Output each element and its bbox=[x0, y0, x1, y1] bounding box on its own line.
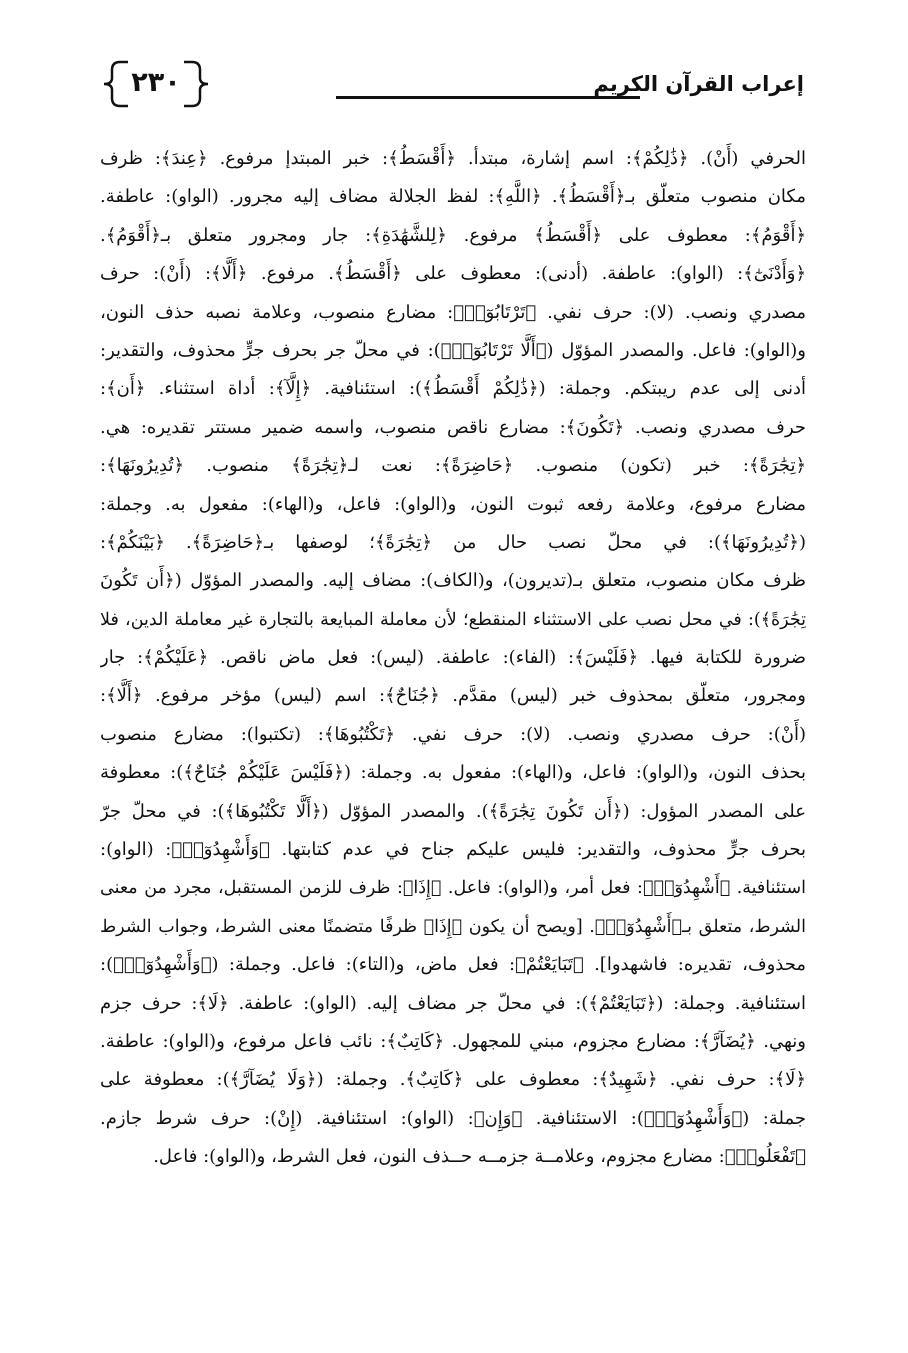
text-line: ظرف مكان منصوب، متعلق بـ(تديرون)، و(الكاف): مضاف إليه. والمصدر المؤوّل (﴿أَن تَكُونَ bbox=[100, 570, 806, 592]
text-line: حرف مصدري ونصب. ﴿تَكُونَ﴾: مضارع ناقص منصوب، واسمه ضمير مستتر تقديره: هي. bbox=[100, 416, 806, 438]
text-line: ضرورة للكتابة فيها. ﴿فَلَيْسَ﴾: (الفاء): عاطفة. (ليس): فعل ماض ناقص. ﴿عَلَيْكُمْ﴾: جار bbox=[100, 647, 806, 669]
text-line: ﴿تَفْعَلُوا۟﴾: مضارع مجزوم، وعلامــة جزمــه حــذف النون، فعل الشرط، و(الواو): فاعل. bbox=[153, 1146, 806, 1168]
text-line: مكان منصوب متعلّق بـ﴿أَقْسَطُ﴾. ﴿اللَّهِ﴾: لفظ الجلالة مضاف إليه مجرور. (الواو): عاطفة. bbox=[100, 186, 806, 208]
text-line: مصدري ونصب. (لا): حرف نفي. ﴿تَرْتَابُوٓا۟﴾: مضارع منصوب، وعلامة نصبه حذف النون، bbox=[100, 301, 806, 323]
text-line: ومجرور، متعلّق بمحذوف خبر (ليس) مقدَّم. ﴿جُنَاحٌ﴾: اسم (ليس) مؤخر مرفوع. ﴿أَلَّا﴾: bbox=[100, 685, 806, 707]
text-line: الحرفي (أَنْ). ﴿ذَٰلِكُمْ﴾: اسم إشارة، مبتدأ. ﴿أَقْسَطُ﴾: خبر المبتدإ مرفوع. ﴿عِندَ﴾: ظرف bbox=[100, 148, 806, 169]
text-line: ونهي. ﴿يُضَآرَّ﴾: مضارع مجزوم، مبني للمجهول. ﴿كَاتِبٌ﴾: نائب فاعل مرفوع، و(الواو): عاطفة. bbox=[100, 1030, 806, 1052]
text-line: استئنافية. ﴿أَشْهِدُوٓا۟﴾: فعل أمر، و(الواو): فاعل. ﴿إِذَا﴾: ظرف للزمن المستقبل، مجرد من معنى bbox=[100, 878, 806, 899]
text-line: ﴿تِجَٰرَةً﴾: خبر (تكون) منصوب. ﴿حَاضِرَةً﴾: نعت لـ﴿تِجَٰرَةً﴾ منصوب. ﴿تُدِيرُونَهَا﴾: bbox=[100, 455, 806, 477]
text-line: (أَنْ): حرف مصدري ونصب. (لا): حرف نفي. ﴿تَكْتُبُوهَا﴾: (تكتبوا): مضارع منصوب bbox=[100, 723, 806, 745]
text-line: مضارع مرفوع، وعلامة رفعه ثبوت النون، و(الواو): فاعل، و(الهاء): مفعول به. وجملة: bbox=[100, 493, 806, 515]
page-number-frame bbox=[98, 58, 214, 110]
text-line: (﴿تُدِيرُونَهَا﴾): في محلّ نصب حال من ﴿تِجَٰرَةً﴾؛ لوصفها بـ﴿حَاضِرَةً﴾. ﴿بَيْنَكُمْ﴾: bbox=[100, 531, 806, 553]
text-line: ﴿لَا﴾: حرف نفي. ﴿شَهِيدٌ﴾: معطوف على ﴿كَاتِبٌ﴾. وجملة: (﴿وَلَا يُضَآرَّ﴾): معطوفة على bbox=[100, 1069, 806, 1091]
text-line: محذوف، تقديره: فاشهدوا]. ﴿تَبَايَعْتُمْ﴾: فعل ماض، و(التاء): فاعل. وجملة: (﴿وَأَشْهِدُوٓا۟﴾): bbox=[100, 954, 806, 976]
text-line: بحرف جرٍّ محذوف، والتقدير: فليس عليكم جناح في عدم كتابتها. ﴿وَأَشْهِدُوٓا۟﴾: (الواو): bbox=[100, 839, 806, 861]
page-body bbox=[100, 140, 806, 1177]
text-line: على المصدر المؤول: (﴿أَن تَكُونَ تِجَٰرَةً﴾). والمصدر المؤوّل (﴿أَلَّا تَكْتُبُوهَا﴾): في محلّ جرّ bbox=[100, 800, 806, 822]
text-line: بحذف النون، و(الواو): فاعل، و(الهاء): مفعول به. وجملة: (﴿فَلَيْسَ عَلَيْكُمْ جُنَاحٌ﴾): معطوفة bbox=[100, 762, 806, 784]
text-line: أدنى إلى عدم ريبتكم. وجملة: (﴿ذَٰلِكُمْ أَقْسَطُ﴾): استئنافية. ﴿إِلَّآ﴾: أداة استثناء. ﴿أَن﴾: bbox=[100, 378, 806, 400]
book-title: إعراب القرآن الكريم bbox=[593, 72, 804, 96]
page-number: ٢٣٠ bbox=[131, 67, 181, 98]
text-line: استئنافية. وجملة: (﴿تَبَايَعْتُمْ﴾): في محلّ جر مضاف إليه. (الواو): عاطفة. ﴿لَا﴾: حرف جزم bbox=[100, 992, 806, 1014]
text-line: تِجَٰرَةً﴾): في محل نصب على الاستثناء المنقطع؛ لأن معاملة المبايعة بالتجارة غير معاملة الدين، فلا bbox=[100, 609, 806, 630]
text-line: ﴿وَأَدْنَىٰٓ﴾: (الواو): عاطفة. (أدنى): معطوف على ﴿أَقْسَطُ﴾. مرفوع. ﴿أَلَّا﴾: (أَنْ): حرف bbox=[100, 263, 806, 285]
header-rule bbox=[336, 96, 640, 99]
text-line: و(الواو): فاعل. والمصدر المؤوّل (﴿أَلَّا تَرْتَابُوٓا۟﴾): في محلّ جر بحرف جرٍّ محذوف، والتقدير: bbox=[100, 339, 806, 361]
text-line: جملة: (﴿وَأَشْهِدُوٓا۟﴾): الاستئنافية. ﴿وَإِن﴾: (الواو): استئنافية. (إِنْ): حرف شرط جازم. bbox=[100, 1107, 806, 1129]
text-line: ﴿أَقْوَمُ﴾: معطوف على ﴿أَقْسَطُ﴾ مرفوع. ﴿لِلشَّهَٰدَةِ﴾: جار ومجرور متعلق بـ﴿أَقْوَمُ﴾. bbox=[100, 224, 806, 246]
page-header bbox=[0, 58, 908, 114]
text-line: الشرط، متعلق بـ﴿أَشْهِدُوٓا۟﴾. [ويصح أن يكون ﴿إِذَا﴾ ظرفًا متضمنًا معنى الشرط، وجواب الشرط bbox=[100, 916, 806, 937]
